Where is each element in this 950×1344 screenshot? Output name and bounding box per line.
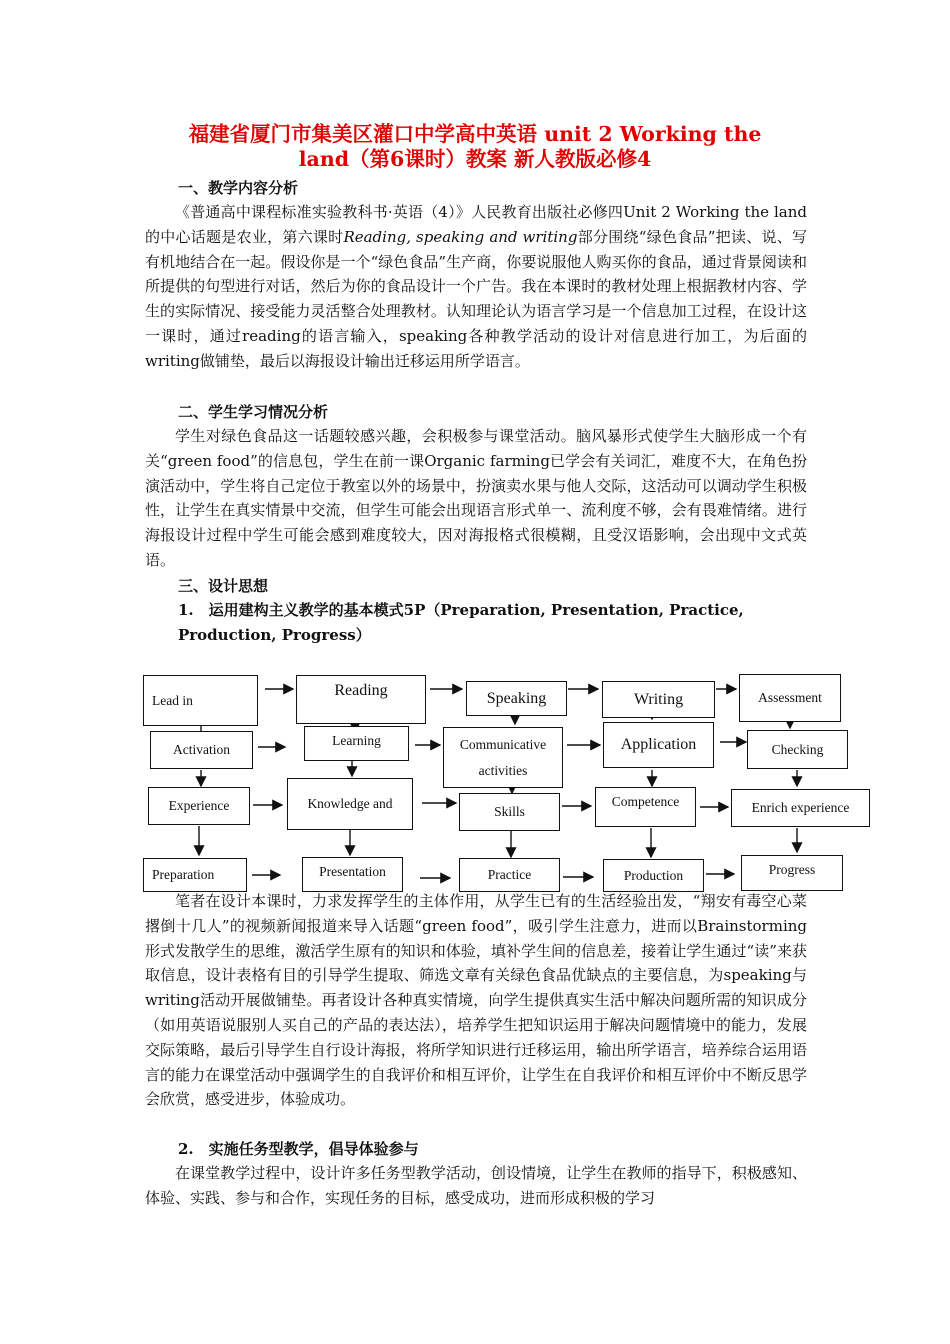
box-writing: Writing [602,681,715,718]
box-learning: Learning [304,726,409,761]
box-presentation: Presentation [302,857,403,892]
box-checking: Checking [747,730,848,769]
box-communicative-activities [443,727,563,788]
box-progress: Progress [741,855,843,891]
box-practice: Practice [459,858,560,892]
title-line-2: land（第6课时）教案 新人教版必修4 [298,147,652,171]
box-skills: Skills [459,793,560,831]
section3-item1: 1. 运用建构主义教学的基本模式5P（Preparation, Presentation, Practice, Production, Progress） [178,601,744,644]
box-enrich-experience: Enrich experience [731,789,870,827]
section3-text2: 在课堂教学过程中，设计许多任务型教学活动，创设情境，让学生在教师的指导下，积极感知、体验、实践、参与和合作，实现任务的目标，感受成功，进而形成积极的学习 [145,1164,807,1207]
box-application: Application [603,722,714,768]
section2-text: 学生对绿色食品这一话题较感兴趣，会积极参与课堂活动。脑风暴形式使学生大脑形成一个有关“green food”的信息包，学生在前一课Organic farming已学会有关词汇，难度不大，在角色扮演活动中，学生将自己定位于教室以外的场景中，扮演卖水果与他人交际，这活动可以调动学生积极性，让学生在真实情景中交流，但学生可能会出现语言形式单一、流利度不够，会有畏难情绪。进行海报设计过程中学生可能会感到难度较大，因对海报格式很模糊，且受汉语影响，会出现中文式英语。 [145,427,807,569]
box-competence: Competence [595,787,696,827]
section1-text [145,200,807,374]
section3-heading: 三、设计思想 [178,577,269,595]
document-title [145,122,805,172]
section3-item2: 2. 实施任务型教学，倡导体验参与 [178,1140,419,1158]
box-reading: Reading [296,675,426,724]
section3-text: 笔者在设计本课时，力求发挥学生的主体作用，从学生已有的生活经验出发，“翔安有毒空心菜撂倒十几人”的视频新闻报道来导入话题“green food”，吸引学生注意力，进而以Brainstorming形式发散学生的思维，激活学生原有的知识和体验，填补学生间的信息差，接着让学生通过“读”来获取信息，设计表格有目的引导学生提取、筛选文章有关绿色食品优缺点的主要信息，为speaking与writing活动开展做铺垫。再者设计各种真实情境，向学生提供真实生活中解决问题所需的知识成分（如用英语说服别人买自己的产品的表达法），培养学生把知识运用于解决问题情境中的能力，发展交际策略，最后引导学生自行设计海报，将所学知识进行迁移运用，输出所学语言，培养综合运用语言的能力在课堂活动中强调学生的自我评价和相互评价，让学生在自我评价和相互评价中不断反思学会欣赏，感受进步，体验成功。 [145,892,807,1109]
box-lead-in: Lead in [143,675,258,726]
box-communicative-line2: activities [478,762,528,778]
box-experience: Experience [148,787,250,825]
section1-heading: 一、教学内容分析 [178,179,299,197]
section1-text-a: 《普通高中课程标准实验教科书·英语（4）》人民教育出版社必修四Unit 2 Working the land的中心话题是农业，第六课时 [145,203,807,246]
box-knowledge-and: Knowledge and [287,778,413,830]
box-preparation: Preparation [143,858,247,892]
box-activation: Activation [150,731,253,769]
box-assessment: Assessment [739,674,841,722]
box-production: Production [603,859,704,892]
section1-text-b: 部分围绕“绿色食品”把读、说、写有机地结合在一起。假设你是一个“绿色食品”生产商，你要说服他人购买你的食品，通过背景阅读和所提供的句型进行对话，然后为你的食品设计一个广告。我在本课时的教材处理上根据教材内容、学生的实际情况、接受能力灵活整合处理教材。认知理论认为语言学习是一个信息加工过程，在设计这一课时，通过reading的语言输入，speaking各种教学活动的设计对信息进行加工，为后面的writing做铺垫，最后以海报设计输出迁移运用所学语言。 [145,227,808,370]
box-communicative-line1: Communicative [459,736,547,752]
section2-heading: 二、学生学习情况分析 [178,403,329,421]
title-line-1: 福建省厦门市集美区灌口中学高中英语 unit 2 Working the [188,122,762,146]
box-speaking: Speaking [466,681,567,716]
section1-text-italic: Reading, speaking and writing [343,227,578,246]
